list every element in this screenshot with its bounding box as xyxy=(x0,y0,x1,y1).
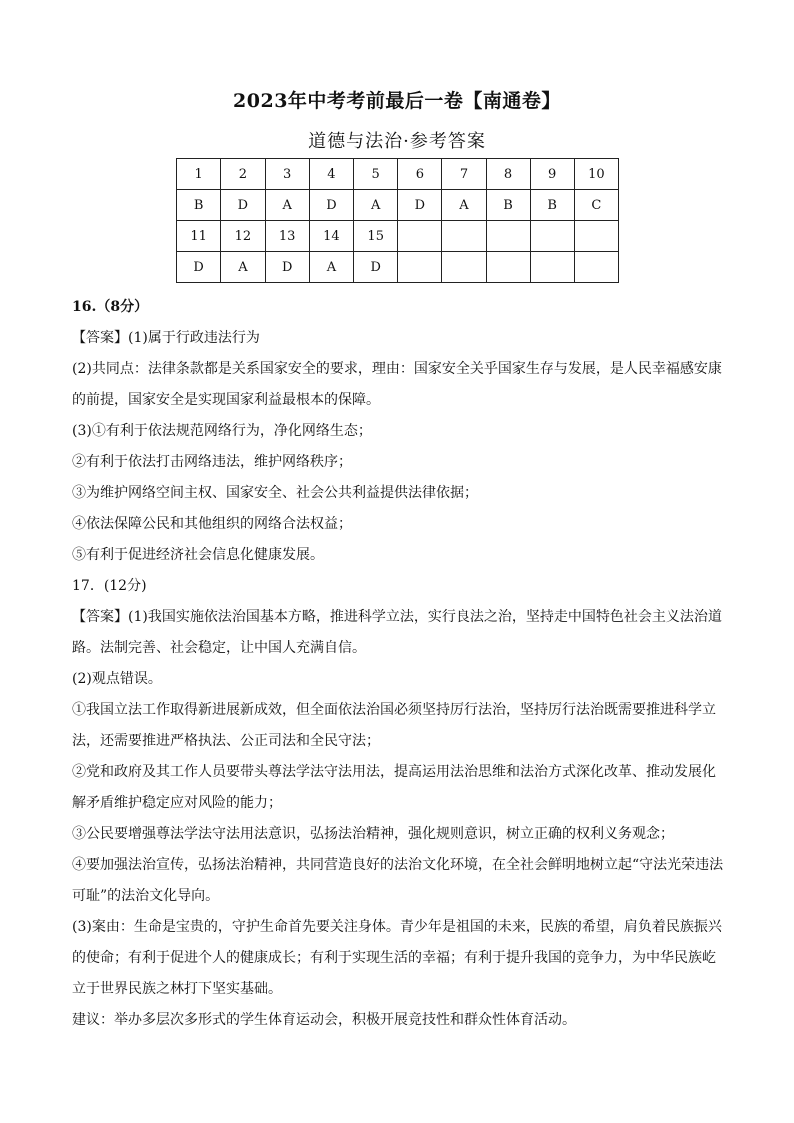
answer-line: 【答案】(1)属于行政违法行为 xyxy=(72,330,260,346)
table-row xyxy=(177,221,619,252)
table-cell: B xyxy=(177,190,221,221)
table-cell: 11 xyxy=(177,221,221,252)
table-cell xyxy=(486,221,530,252)
answer-line: 的前提，国家安全是实现国家利益最根本的保障。 xyxy=(72,392,380,408)
table-cell: B xyxy=(486,190,530,221)
answer-line: 解矛盾维护稳定应对风险的能力； xyxy=(72,795,282,811)
table-cell: D xyxy=(398,190,442,221)
table-cell: 14 xyxy=(309,221,353,252)
answer-line: ①我国立法工作取得新进展新成效，但全面依法治国必须坚持厉行法治，坚持厉行法治既需要推进科学立 xyxy=(72,702,716,718)
table-cell: D xyxy=(221,190,265,221)
table-cell: D xyxy=(309,190,353,221)
table-cell: 6 xyxy=(398,159,442,190)
answer-line: 建议：举办多层次多形式的学生体育运动会，积极开展竞技性和群众性体育活动。 xyxy=(72,1012,576,1028)
table-cell xyxy=(442,221,486,252)
answer-line: ③为维护网络空间主权、国家安全、社会公共利益提供法律依据； xyxy=(72,485,478,501)
table-row xyxy=(177,159,619,190)
table-cell: A xyxy=(221,252,265,283)
table-cell: D xyxy=(354,252,398,283)
table-cell xyxy=(530,221,574,252)
table-cell: B xyxy=(530,190,574,221)
answer-line: 立于世界民族之林打下坚实基础。 xyxy=(72,981,282,997)
table-cell: C xyxy=(574,190,618,221)
answer-line: ②党和政府及其工作人员要带头尊法学法守法用法，提高运用法治思维和法治方式深化改革、推动发展化 xyxy=(72,764,716,780)
table-cell xyxy=(574,221,618,252)
table-cell: D xyxy=(265,252,309,283)
table-cell: 5 xyxy=(354,159,398,190)
answer-line: 路。法制完善、社会稳定，让中国人充满自信。 xyxy=(72,640,366,656)
table-row xyxy=(177,190,619,221)
table-cell: A xyxy=(309,252,353,283)
answer-line: ⑤有利于促进经济社会信息化健康发展。 xyxy=(72,547,324,563)
answer-content xyxy=(72,292,722,1036)
table-cell: 10 xyxy=(574,159,618,190)
answer-table xyxy=(176,158,619,283)
answer-line: ②有利于依法打击网络违法，维护网络秩序； xyxy=(72,454,352,470)
table-cell: A xyxy=(265,190,309,221)
answer-line: 可耻”的法治文化导向。 xyxy=(72,888,220,904)
table-cell xyxy=(530,252,574,283)
answer-line: (3)案由：生命是宝贵的，守护生命首先要关注身体。青少年是祖国的未来，民族的希望，肩负着民族振兴 xyxy=(72,919,722,935)
table-cell xyxy=(442,252,486,283)
table-cell: 1 xyxy=(177,159,221,190)
answer-line: (2)观点错误。 xyxy=(72,671,162,687)
question-17-heading: 17．(12分) xyxy=(72,578,147,594)
table-cell: 9 xyxy=(530,159,574,190)
table-cell: D xyxy=(177,252,221,283)
table-cell xyxy=(398,252,442,283)
table-cell: 4 xyxy=(309,159,353,190)
table-cell xyxy=(398,221,442,252)
answer-line: 的使命；有利于促进个人的健康成长；有利于实现生活的幸福；有利于提升我国的竞争力，为中华民族屹 xyxy=(72,950,716,966)
answer-line: (3)①有利于依法规范网络行为，净化网络生态； xyxy=(72,423,372,439)
table-cell: 15 xyxy=(354,221,398,252)
answer-line: (2)共同点：法律条款都是关系国家安全的要求，理由：国家安全关乎国家生存与发展，是人民幸福感安康 xyxy=(72,361,722,377)
table-cell: 7 xyxy=(442,159,486,190)
answer-line: 【答案】(1)我国实施依法治国基本方略，推进科学立法，实行良法之治，坚持走中国特色社会主义法治道 xyxy=(72,609,722,625)
table-cell: 2 xyxy=(221,159,265,190)
table-cell xyxy=(574,252,618,283)
table-row xyxy=(177,252,619,283)
page-title: 2023年中考考前最后一卷【南通卷】 xyxy=(233,90,561,112)
table-cell: 8 xyxy=(486,159,530,190)
table-cell: 12 xyxy=(221,221,265,252)
table-cell: 13 xyxy=(265,221,309,252)
page-subtitle: 道德与法治·参考答案 xyxy=(308,131,486,152)
table-cell: A xyxy=(442,190,486,221)
table-cell xyxy=(486,252,530,283)
answer-line: ④依法保障公民和其他组织的网络合法权益； xyxy=(72,516,352,532)
question-16-heading: 16.（8分） xyxy=(72,299,149,315)
table-cell: 3 xyxy=(265,159,309,190)
answer-line: 法，还需要推进严格执法、公正司法和全民守法； xyxy=(72,733,380,749)
answer-line: ④要加强法治宣传，弘扬法治精神，共同营造良好的法治文化环境，在全社会鲜明地树立起“守法光荣违法 xyxy=(72,857,724,873)
table-cell: A xyxy=(354,190,398,221)
answer-line: ③公民要增强尊法学法守法用法意识，弘扬法治精神，强化规则意识，树立正确的权利义务观念； xyxy=(72,826,674,842)
